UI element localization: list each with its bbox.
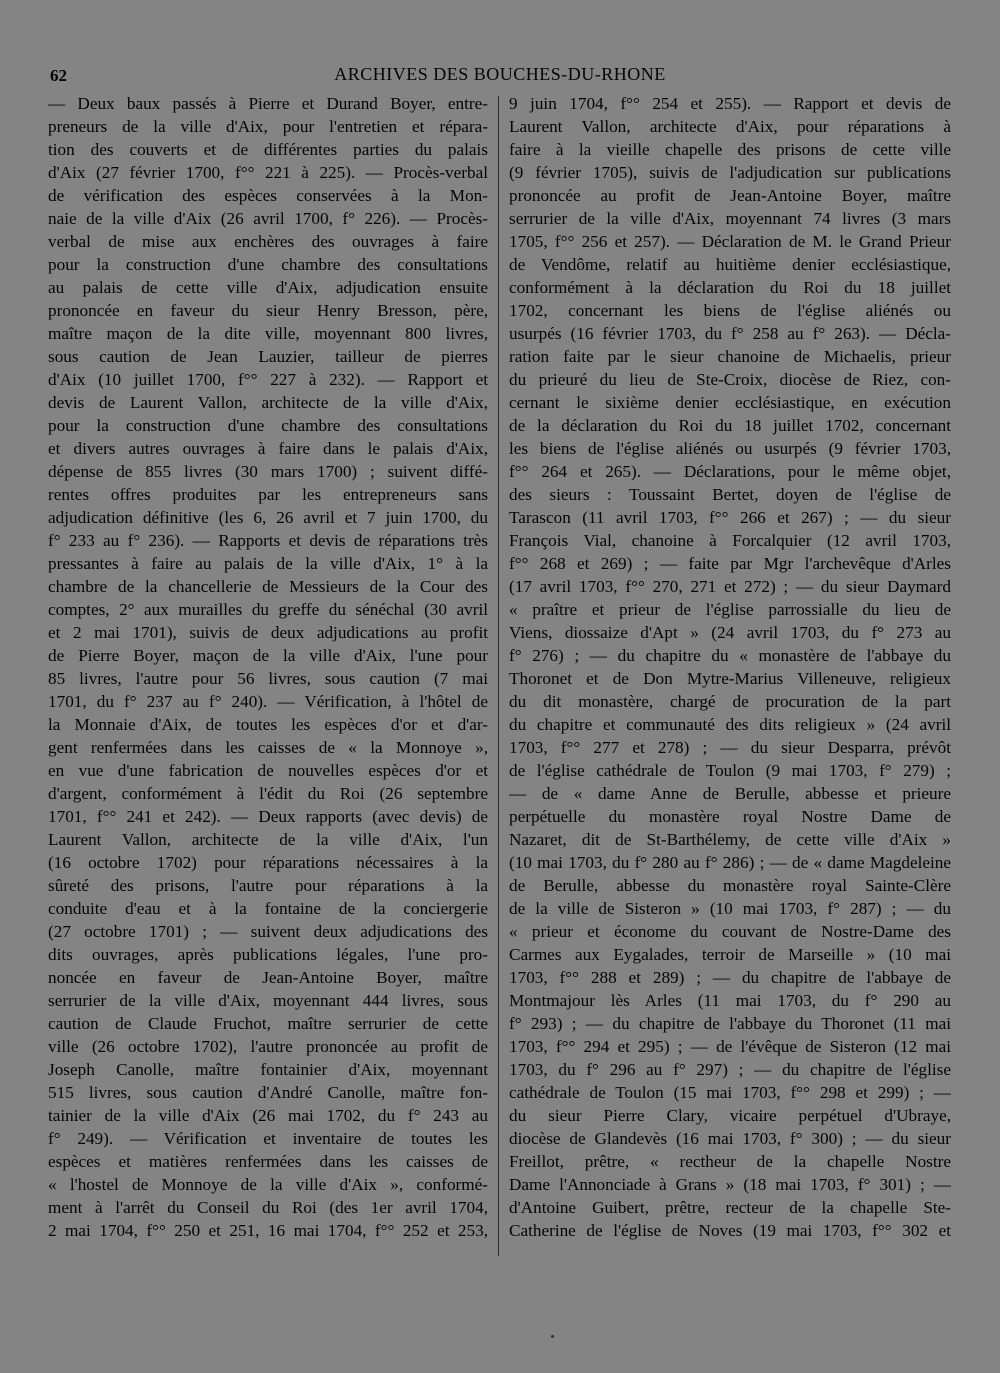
text-line: ville (26 octobre 1702), l'autre prononcée au profit de xyxy=(48,1037,488,1056)
text-line: prononcée au profit de Jean-Antoine Boyer, maître xyxy=(509,186,951,205)
text-line: Thoronet et de Don Mytre-Marius Villeneuve, religieux xyxy=(509,669,951,688)
text-line: — Deux baux passés à Pierre et Durand Boyer, entre- xyxy=(48,94,488,113)
text-line: la Monnaie d'Aix, de toutes les espèces d'or et d'ar- xyxy=(48,715,488,734)
text-line: du chapitre et communauté des dits religieux » (24 avril xyxy=(509,715,951,734)
text-line: Catherine de l'église de Noves (19 mai 1703, f°° 302 et xyxy=(509,1221,951,1240)
text-line: espèces et matières renfermées dans les caisses de xyxy=(48,1152,488,1171)
text-line: conduite d'eau et à la fontaine de la conciergerie xyxy=(48,899,488,918)
text-line: maître maçon de la dite ville, moyennant 800 livres, xyxy=(48,324,488,343)
text-line: preneurs de la ville d'Aix, pour l'entretien et répara- xyxy=(48,117,488,136)
text-line: 1705, f°° 256 et 257). — Déclaration de M. le Grand Prieur xyxy=(509,232,951,251)
text-line: (17 avril 1703, f°° 270, 271 et 272) ; — du sieur Daymard xyxy=(509,577,951,596)
print-speck xyxy=(551,1335,554,1338)
text-line: (9 février 1705), suivis de l'adjudication sur publications xyxy=(509,163,951,182)
text-line: Nazaret, dit de St-Barthélemy, de cette ville d'Aix » xyxy=(509,830,951,849)
text-line: usurpés (16 février 1703, du f° 258 au f° 263). — Décla- xyxy=(509,324,951,343)
text-line: ment à l'arrêt du Conseil du Roi (des 1er avril 1704, xyxy=(48,1198,488,1217)
text-line: chambre de la chancellerie de Messieurs de la Cour des xyxy=(48,577,488,596)
page-number: 62 xyxy=(50,66,67,85)
text-line: f° 276) ; — du chapitre du « monastère de l'abbaye du xyxy=(509,646,951,665)
text-line: de Pierre Boyer, maçon de la ville d'Aix, l'une pour xyxy=(48,646,488,665)
text-line: verbal de mise aux enchères des ouvrages à faire xyxy=(48,232,488,251)
text-line: (16 octobre 1702) pour réparations nécessaires à la xyxy=(48,853,488,872)
text-line: et 2 mai 1701), suivis de deux adjudications au profit xyxy=(48,623,488,642)
text-line: comptes, 2° aux murailles du greffe du sénéchal (30 avril xyxy=(48,600,488,619)
text-line: 1703, f°° 288 et 289) ; — du chapitre de l'abbaye de xyxy=(509,968,951,987)
text-line: 9 juin 1704, f°° 254 et 255). — Rapport et devis de xyxy=(509,94,951,113)
text-line: 1702, concernant les biens de l'église aliénés ou xyxy=(509,301,951,320)
text-line: devis de Laurent Vallon, architecte de la ville d'Aix, xyxy=(48,393,488,412)
text-line: conformément à la déclaration du Roi du 18 juillet xyxy=(509,278,951,297)
text-line: 1701, du f° 237 au f° 240). — Vérification, à l'hôtel de xyxy=(48,692,488,711)
text-line: 515 livres, sous caution d'André Canolle, maître fon- xyxy=(48,1083,488,1102)
text-line: ration faite par le sieur chanoine de Michaelis, prieur xyxy=(509,347,951,366)
text-line: noncée en faveur de Jean-Antoine Boyer, maître xyxy=(48,968,488,987)
text-line: Viens, diossaize d'Apt » (24 avril 1703, du f° 273 au xyxy=(509,623,951,642)
text-line: Freillot, prêtre, « rectheur de la chapelle Nostre xyxy=(509,1152,951,1171)
text-line: f°° 268 et 269) ; — faite par Mgr l'archevêque d'Arles xyxy=(509,554,951,573)
running-title: ARCHIVES DES BOUCHES-DU-RHONE xyxy=(334,64,666,84)
text-line: f° 233 au f° 236). — Rapports et devis de réparations très xyxy=(48,531,488,550)
text-line: prononcée en faveur du sieur Henry Bresson, père, xyxy=(48,301,488,320)
text-line: Tarascon (11 avril 1703, f°° 266 et 267) ; — du sieur xyxy=(509,508,951,527)
text-line: tion des couverts et de différentes parties du palais xyxy=(48,140,488,159)
text-line: cathédrale de Toulon (15 mai 1703, f°° 298 et 299) ; — xyxy=(509,1083,951,1102)
text-line: des sieurs : Toussaint Bertet, doyen de l'église de xyxy=(509,485,951,504)
text-line: 1701, f°° 241 et 242). — Deux rapports (avec devis) de xyxy=(48,807,488,826)
text-line: Joseph Canolle, maître fontainier d'Aix, moyennant xyxy=(48,1060,488,1079)
text-line: d'Antoine Guibert, prêtre, recteur de la chapelle Ste- xyxy=(509,1198,951,1217)
text-line: diocèse de Glandevès (16 mai 1703, f° 300) ; — du sieur xyxy=(509,1129,951,1148)
text-line: d'Aix (10 juillet 1700, f°° 227 à 232). — Rapport et xyxy=(48,370,488,389)
text-line: « prieur et économe du couvant de Nostre-Dame des xyxy=(509,922,951,941)
text-line: gent renfermées dans les caisses de « la Monnoye », xyxy=(48,738,488,757)
page-header xyxy=(0,64,1000,90)
text-line: pour la construction d'une chambre des consultations xyxy=(48,255,488,274)
text-line: Montmajour lès Arles (11 mai 1703, du f° 290 au xyxy=(509,991,951,1010)
left-column xyxy=(48,92,488,1242)
text-line: dits ouvrages, après publications légales, l'une pro- xyxy=(48,945,488,964)
text-line: adjudication définitive (les 6, 26 avril et 7 juin 1700, du xyxy=(48,508,488,527)
text-line: Laurent Vallon, architecte de la ville d'Aix, l'un xyxy=(48,830,488,849)
text-line: f° 293) ; — du chapitre de l'abbaye du Thoronet (11 mai xyxy=(509,1014,951,1033)
text-line: f° 249). — Vérification et inventaire de toutes les xyxy=(48,1129,488,1148)
text-line: en vue d'une fabrication de nouvelles espèces d'or et xyxy=(48,761,488,780)
text-line: et divers autres ouvrages à faire dans le palais d'Aix, xyxy=(48,439,488,458)
text-line: du prieuré du lieu de Ste-Croix, diocèse de Riez, con- xyxy=(509,370,951,389)
text-line: 2 mai 1704, f°° 250 et 251, 16 mai 1704, f°° 252 et 253, xyxy=(48,1221,488,1240)
text-line: de l'église cathédrale de Toulon (9 mai 1703, f° 279) ; xyxy=(509,761,951,780)
text-line: du sieur Pierre Clary, vicaire perpétuel d'Ubraye, xyxy=(509,1106,951,1125)
text-line: 1703, du f° 296 au f° 297) ; — du chapitre de l'église xyxy=(509,1060,951,1079)
text-line: 1703, f°° 277 et 278) ; — du sieur Desparra, prévôt xyxy=(509,738,951,757)
text-line: d'argent, conformément à l'édit du Roi (26 septembre xyxy=(48,784,488,803)
text-line: de la déclaration du Roi du 18 juillet 1702, concernant xyxy=(509,416,951,435)
text-line: de Vendôme, relatif au huitième denier ecclésiastique, xyxy=(509,255,951,274)
text-line: Dame l'Annonciade à Grans » (18 mai 1703, f° 301) ; — xyxy=(509,1175,951,1194)
text-line: rentes offres produites par les entrepreneurs sans xyxy=(48,485,488,504)
text-line: « l'hostel de Monnoye de la ville d'Aix », conformé- xyxy=(48,1175,488,1194)
column-divider xyxy=(498,96,499,1256)
right-column xyxy=(509,92,951,1242)
text-line: « praître et prieur de l'église parrossialle du lieu de xyxy=(509,600,951,619)
text-line: les biens de l'église aliénés ou usurpés (9 février 1703, xyxy=(509,439,951,458)
text-line: Laurent Vallon, architecte d'Aix, pour réparations à xyxy=(509,117,951,136)
text-line: de la ville de Sisteron » (10 mai 1703, f° 287) ; — du xyxy=(509,899,951,918)
text-line: pour la construction d'une chambre des consultations xyxy=(48,416,488,435)
text-line: faire à la vieille chapelle des prisons de cette ville xyxy=(509,140,951,159)
text-line: serrurier de la ville d'Aix, moyennant 74 livres (3 mars xyxy=(509,209,951,228)
text-line: François Vial, chanoine à Forcalquier (12 avril 1703, xyxy=(509,531,951,550)
text-line: du dit monastère, chargé de procuration de la part xyxy=(509,692,951,711)
text-line: (27 octobre 1701) ; — suivent deux adjudications des xyxy=(48,922,488,941)
text-line: d'Aix (27 février 1700, f°° 221 à 225). — Procès-verbal xyxy=(48,163,488,182)
text-line: au palais de cette ville d'Aix, adjudication ensuite xyxy=(48,278,488,297)
text-line: f°° 264 et 265). — Déclarations, pour le même objet, xyxy=(509,462,951,481)
text-line: de vérification des espèces conservées à la Mon- xyxy=(48,186,488,205)
text-line: 1703, f°° 294 et 295) ; — de l'évêque de Sisteron (12 mai xyxy=(509,1037,951,1056)
text-line: serrurier de la ville d'Aix, moyennant 444 livres, sous xyxy=(48,991,488,1010)
text-line: — de « dame Anne de Berulle, abbesse et prieure xyxy=(509,784,951,803)
text-line: sûreté des prisons, l'autre pour réparations à la xyxy=(48,876,488,895)
text-line: caution de Claude Fruchot, maître serrurier de cette xyxy=(48,1014,488,1033)
text-line: de Berulle, abbesse du monastère royal Sainte-Clère xyxy=(509,876,951,895)
text-line: cernant le sixième denier ecclésiastique, en exécution xyxy=(509,393,951,412)
text-line: perpétuelle du monastère royal Nostre Dame de xyxy=(509,807,951,826)
text-line: (10 mai 1703, du f° 280 au f° 286) ; — de « dame Magdeleine xyxy=(509,853,951,872)
text-line: 85 livres, l'autre pour 56 livres, sous caution (7 mai xyxy=(48,669,488,688)
text-line: sous caution de Jean Lauzier, tailleur de pierres xyxy=(48,347,488,366)
text-line: pressantes à faire au palais de la ville d'Aix, 1° à la xyxy=(48,554,488,573)
text-line: naie de la ville d'Aix (26 avril 1700, f° 226). — Procès- xyxy=(48,209,488,228)
text-line: dépense de 855 livres (30 mars 1700) ; suivent diffé- xyxy=(48,462,488,481)
text-line: Carmes aux Eygalades, terroir de Marseille » (10 mai xyxy=(509,945,951,964)
text-line: tainier de la ville d'Aix (26 mai 1702, du f° 243 au xyxy=(48,1106,488,1125)
